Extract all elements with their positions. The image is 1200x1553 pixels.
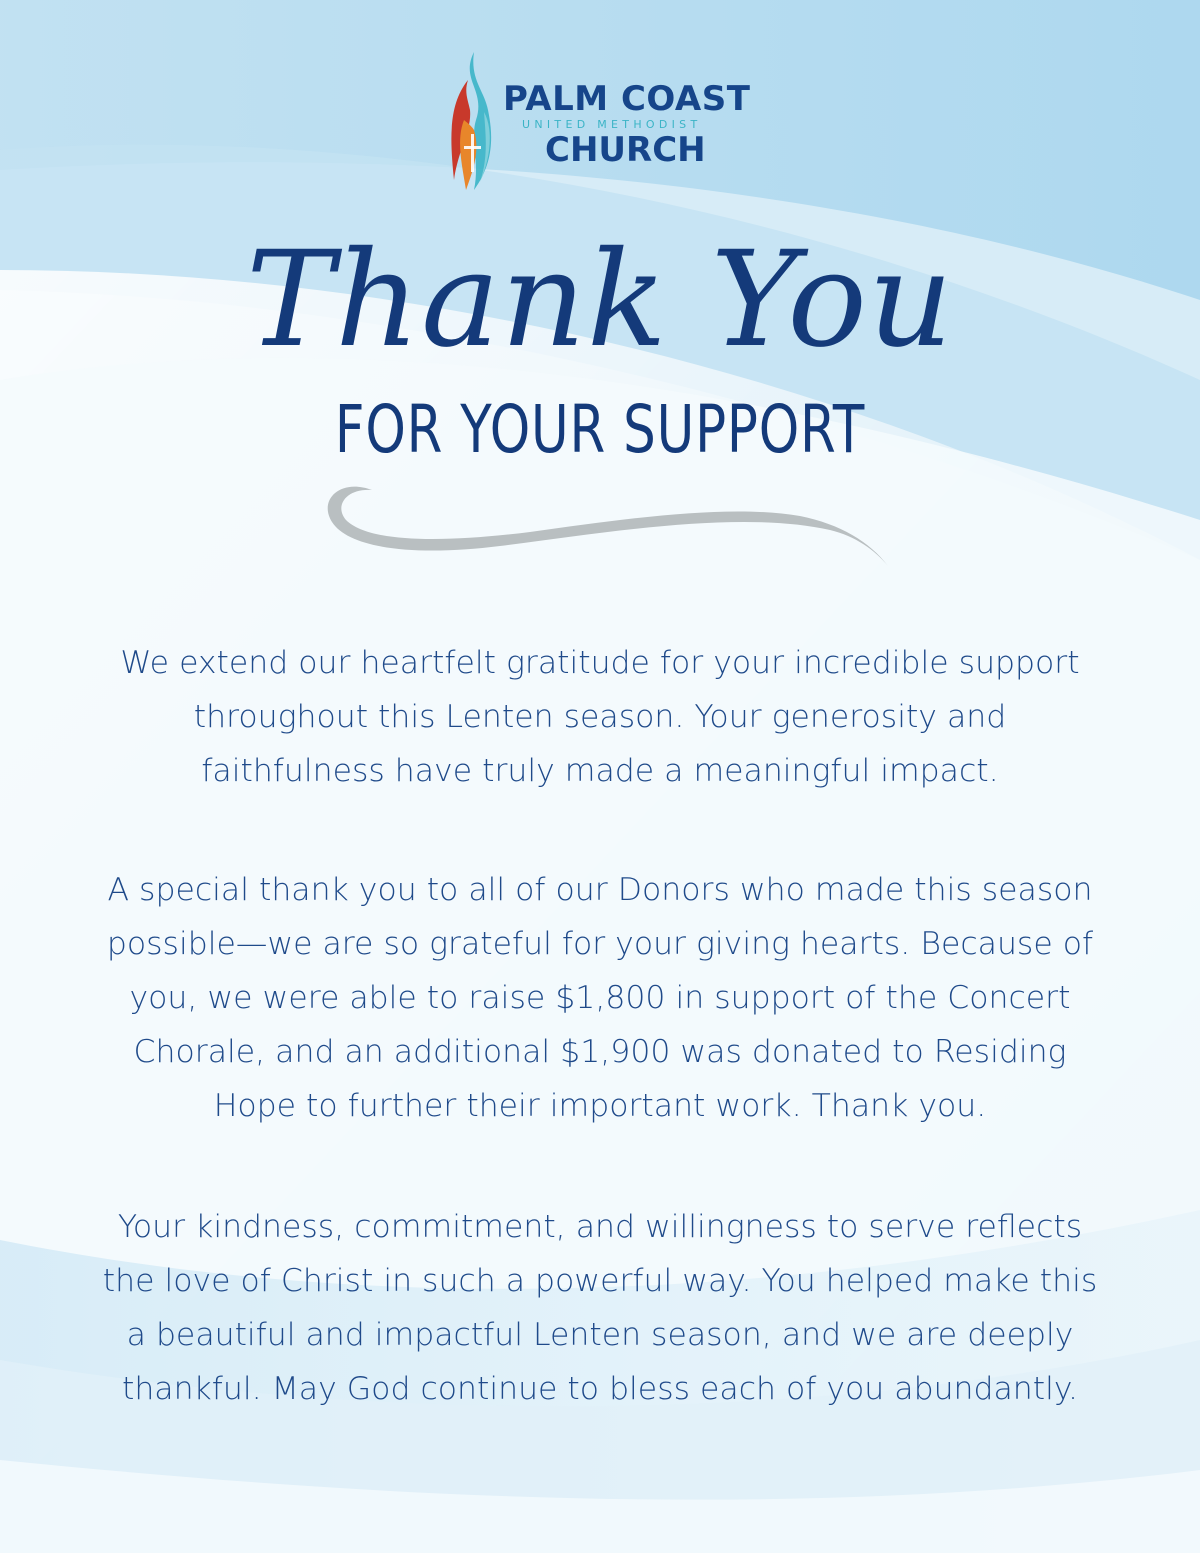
text-line: a beautiful and impactful Lenten season, and we are deeply <box>126 1317 1074 1353</box>
paragraph-donors <box>20 863 1180 1133</box>
text-line: Chorale, and an additional $1,900 was donated to Residing <box>133 1034 1067 1070</box>
text-line: the love of Christ in such a powerful way. You helped make this <box>102 1263 1098 1299</box>
flame-cross-icon <box>440 50 500 195</box>
text-line: Your kindness, commitment, and willingness to serve reflects <box>117 1209 1083 1245</box>
church-logo <box>440 50 770 195</box>
logo-name-line3: CHURCH <box>545 130 706 170</box>
logo-name-line1: PALM COAST <box>503 79 751 119</box>
paragraph-blessing <box>20 1200 1180 1416</box>
paragraph-gratitude <box>20 636 1180 798</box>
text-line: A special thank you to all of our Donors who made this season <box>107 872 1093 908</box>
text-line: We extend our heartfelt gratitude for your incredible support <box>120 645 1080 681</box>
decorative-swash <box>310 470 890 580</box>
logo-name-line2: UNITED METHODIST <box>522 118 702 131</box>
support-subheading: FOR YOUR SUPPORT <box>334 391 866 468</box>
thank-you-heading: Thank You <box>246 223 954 377</box>
text-line: you, we were able to raise $1,800 in support of the Concert <box>129 980 1071 1016</box>
text-line: faithfulness have truly made a meaningful impact. <box>201 753 999 789</box>
text-line: Hope to further their important work. Thank you. <box>213 1088 987 1124</box>
text-line: throughout this Lenten season. Your generosity and <box>193 699 1007 735</box>
text-line: possible—we are so grateful for your giving hearts. Because of <box>106 926 1094 962</box>
text-line: thankful. May God continue to bless each of you abundantly. <box>121 1371 1079 1407</box>
